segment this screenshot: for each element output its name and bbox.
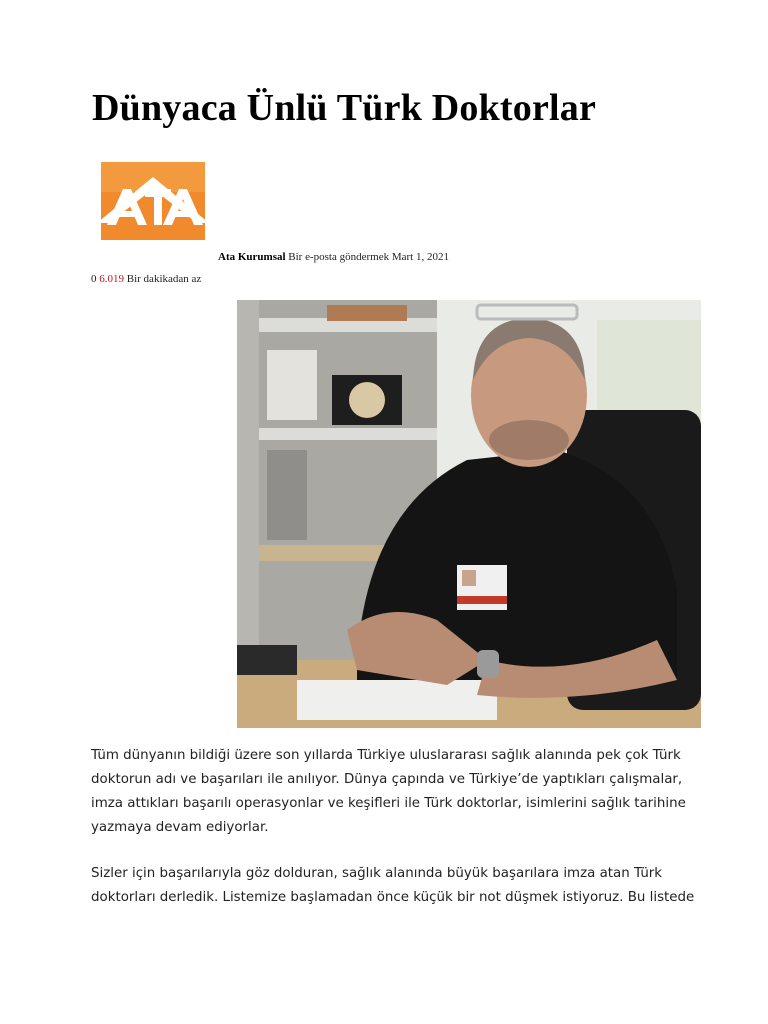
author-link[interactable]: Ata Kurumsal bbox=[218, 251, 286, 263]
publish-date: mek Mart 1, 2021 bbox=[370, 251, 449, 263]
ata-logo[interactable] bbox=[93, 159, 215, 243]
view-count: 6.019 bbox=[99, 273, 124, 285]
ata-logo-graphic bbox=[93, 159, 215, 243]
email-link[interactable]: Bir e-posta gönder bbox=[288, 251, 371, 263]
paragraph-line: Tüm dünyanın bildiği üzere son yıllarda Türkiye uluslararası sağlık alanında pek çok Türk bbox=[91, 748, 681, 763]
read-time: Bir dakikadan az bbox=[126, 273, 202, 285]
page-title: Dünyaca Ünlü Türk Doktorlar bbox=[92, 87, 597, 129]
paragraph-line: yazmaya devam ediyorlar. bbox=[91, 820, 269, 835]
paragraph-line: Sizler için başarılarıyla göz dolduran, sağlık alanında büyük başarılara imza atan Türk bbox=[91, 866, 663, 881]
comment-count[interactable]: 0 bbox=[91, 273, 97, 285]
article-stats bbox=[91, 272, 201, 286]
paragraph-line: doktorun adı ve başarıları ile anılıyor. Dünya çapında ve Türkiye’de yaptıkları çalışmalar, bbox=[91, 772, 683, 787]
paragraph-line: doktorları derledik. Listemize başlamadan önce küçük bir not düşmek istiyoruz. Bu listede bbox=[91, 890, 695, 905]
paragraph-intro bbox=[91, 744, 691, 840]
portrait-photo bbox=[237, 300, 701, 728]
paragraph-list-intro bbox=[91, 862, 695, 910]
article-meta bbox=[218, 250, 449, 264]
paragraph-line: imza attıkları başarılı operasyonlar ve keşifleri ile Türk doktorlar, isimlerini sağlık tarihine bbox=[91, 796, 686, 811]
